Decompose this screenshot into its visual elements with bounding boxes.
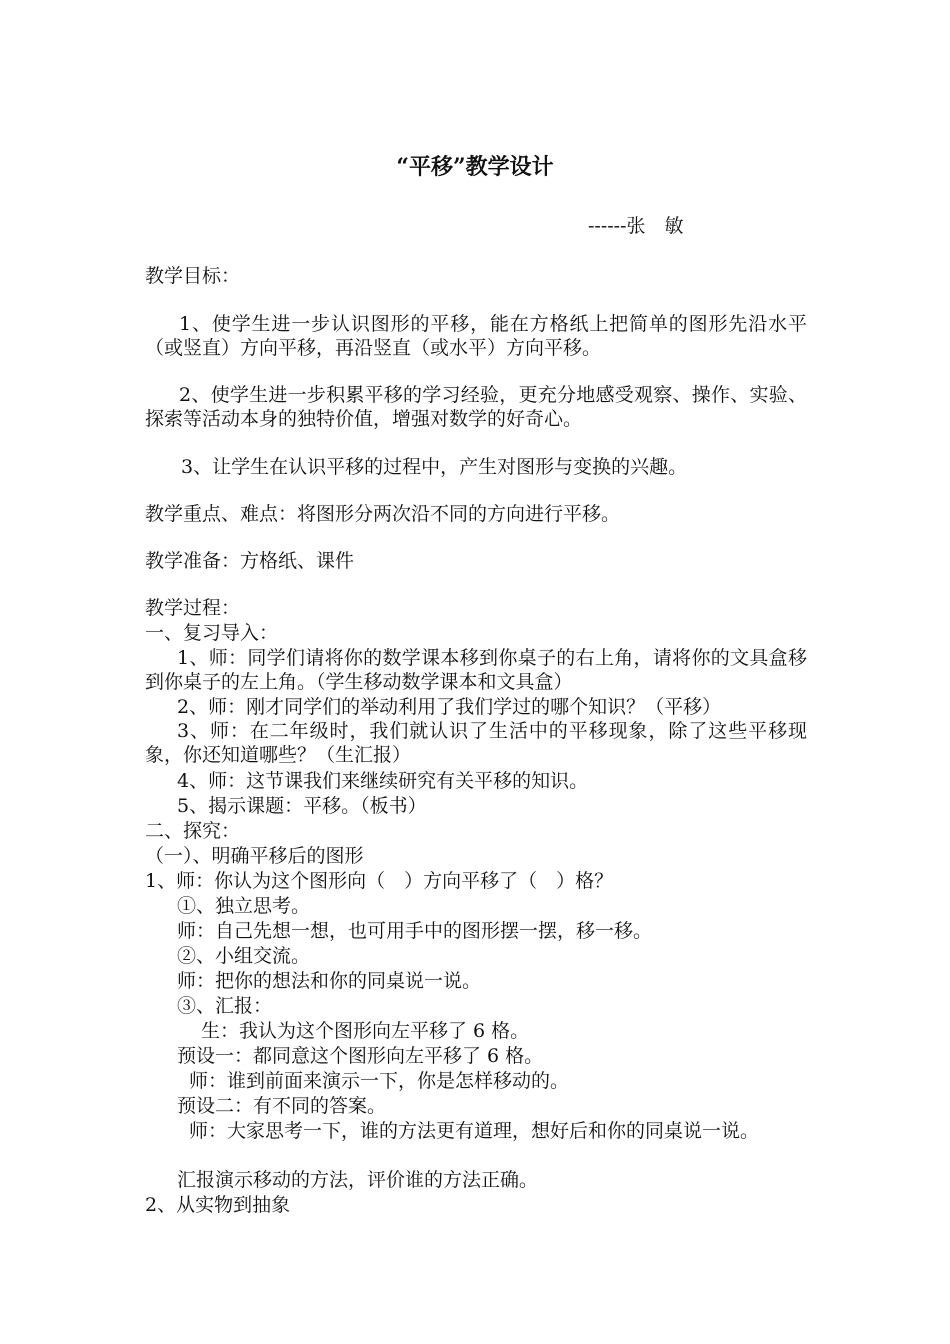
question-2: 2、从实物到抽象 — [145, 1194, 291, 1216]
review-item-4: 4、师：这节课我们来继续研究有关平移的知识。 — [177, 770, 589, 792]
preset-2: 预设二：有不同的答案。 — [177, 1095, 387, 1117]
preset-1-teacher: 师：谁到前面来演示一下，你是怎样移动的。 — [189, 1070, 570, 1092]
preset-2-teacher: 师：大家思考一下，谁的方法更有道理，想好后和你的同桌说一说。 — [189, 1120, 760, 1142]
objective-1: 1、使学生进一步认识图形的平移，能在方格纸上把简单的图形先沿水平（或竖直）方向平移，再沿竖直（或水平）方向平移。 — [145, 313, 807, 359]
step-2-teacher: 师：把你的想法和你的同桌说一说。 — [177, 970, 482, 992]
objectives-heading: 教学目标： — [145, 265, 241, 287]
review-item-3: 3、师：在二年级时，我们就认识了生活中的平移现象，除了这些平移现象，你还知道哪些？（生汇报） — [145, 720, 807, 766]
student-answer: 生：我认为这个图形向左平移了 6 格。 — [201, 1020, 530, 1042]
key-points: 教学重点、难点：将图形分两次沿不同的方向进行平移。 — [145, 503, 621, 525]
subsection-1: （一）、明确平移后的图形 — [145, 845, 364, 867]
review-item-2: 2、师：刚才同学们的举动利用了我们学过的哪个知识？（平移） — [177, 696, 722, 718]
process-heading: 教学过程： — [145, 597, 241, 619]
review-item-5: 5、揭示课题：平移。（板书） — [177, 795, 427, 817]
author-line: ------张 敏 — [588, 215, 684, 237]
question-1: 1、师：你认为这个图形向（ ）方向平移了（ ）格？ — [145, 870, 614, 892]
objective-2: 2、使学生进一步积累平移的学习经验，更充分地感受观察、操作、实验、探索等活动本身的独特价值，增强对数学的好奇心。 — [145, 384, 807, 430]
report-line: 汇报演示移动的方法，评价谁的方法正确。 — [177, 1169, 539, 1191]
step-1: ①、独立思考。 — [177, 895, 311, 917]
objective-3: 3、让学生在认识平移的过程中，产生对图形与变换的兴趣。 — [181, 456, 688, 478]
preset-1: 预设一：都同意这个图形向左平移了 6 格。 — [177, 1045, 544, 1067]
step-1-teacher: 师：自己先想一想，也可用手中的图形摆一摆，移一移。 — [177, 920, 653, 942]
document-title: “平移”教学设计 — [396, 154, 554, 180]
section-explore: 二、探究： — [145, 820, 241, 842]
review-item-1: 1、师：同学们请将你的数学课本移到你桌子的右上角，请将你的文具盒移到你桌子的左上角。（学生移动数学课本和文具盒） — [145, 647, 807, 693]
section-review: 一、复习导入： — [145, 622, 279, 644]
step-2: ②、小组交流。 — [177, 945, 311, 967]
step-3: ③、汇报： — [177, 995, 273, 1017]
preparation: 教学准备：方格纸、课件 — [145, 550, 355, 572]
